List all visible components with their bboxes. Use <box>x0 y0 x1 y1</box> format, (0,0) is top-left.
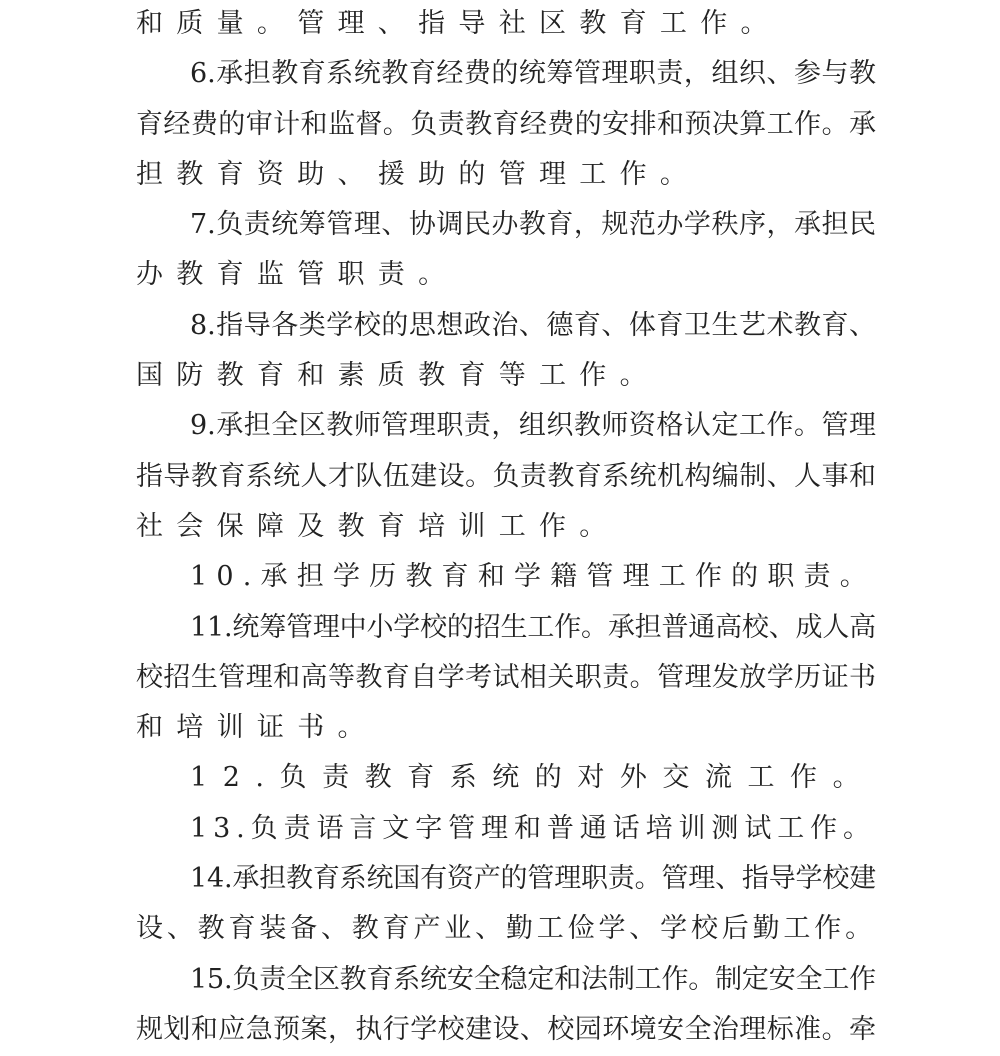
text-line: 设、教育装备、教育产业、勤工俭学、学校后勤工作。 <box>136 913 876 945</box>
text-line: 12.负责教育系统的对外交流工作。 <box>190 762 876 794</box>
document-body <box>136 0 876 1055</box>
text-line: 指导教育系统人才队伍建设。负责教育系统机构编制、人事和 <box>136 460 876 492</box>
text-line: 14.承担教育系统国有资产的管理职责。管理、指导学校建 <box>190 863 876 895</box>
text-line: 9.承担全区教师管理职责，组织教师资格认定工作。管理 <box>190 410 876 442</box>
text-line: 15.负责全区教育系统安全稳定和法制工作。制定安全工作 <box>190 963 876 995</box>
text-line: 和质量。管理、指导社区教育工作。 <box>136 8 781 39</box>
text-line: 和培训证书。 <box>136 712 378 744</box>
text-line: 校招生管理和高等教育自学考试相关职责。管理发放学历证书 <box>136 661 876 693</box>
text-line: 10.承担学历教育和学籍管理工作的职责。 <box>190 561 876 593</box>
text-line: 办教育监管职责。 <box>136 259 459 291</box>
text-line: 社会保障及教育培训工作。 <box>136 510 620 542</box>
text-line: 7.负责统筹管理、协调民办教育，规范办学秩序，承担民 <box>190 209 876 241</box>
text-line: 6.承担教育系统教育经费的统筹管理职责，组织、参与教 <box>190 58 876 90</box>
text-line: 13.负责语言文字管理和普通话培训测试工作。 <box>190 812 876 844</box>
text-line: 11.统筹管理中小学校的招生工作。承担普通高校、成人高 <box>190 611 876 643</box>
text-line: 育经费的审计和监督。负责教育经费的安排和预决算工作。承 <box>136 108 876 140</box>
text-line: 规划和应急预案，执行学校建设、校园环境安全治理标准。牵 <box>136 1013 876 1045</box>
text-line: 8.指导各类学校的思想政治、德育、体育卫生艺术教育、 <box>190 309 876 341</box>
text-line: 担教育资助、援助的管理工作。 <box>136 158 701 190</box>
text-line: 国防教育和素质教育等工作。 <box>136 360 660 392</box>
